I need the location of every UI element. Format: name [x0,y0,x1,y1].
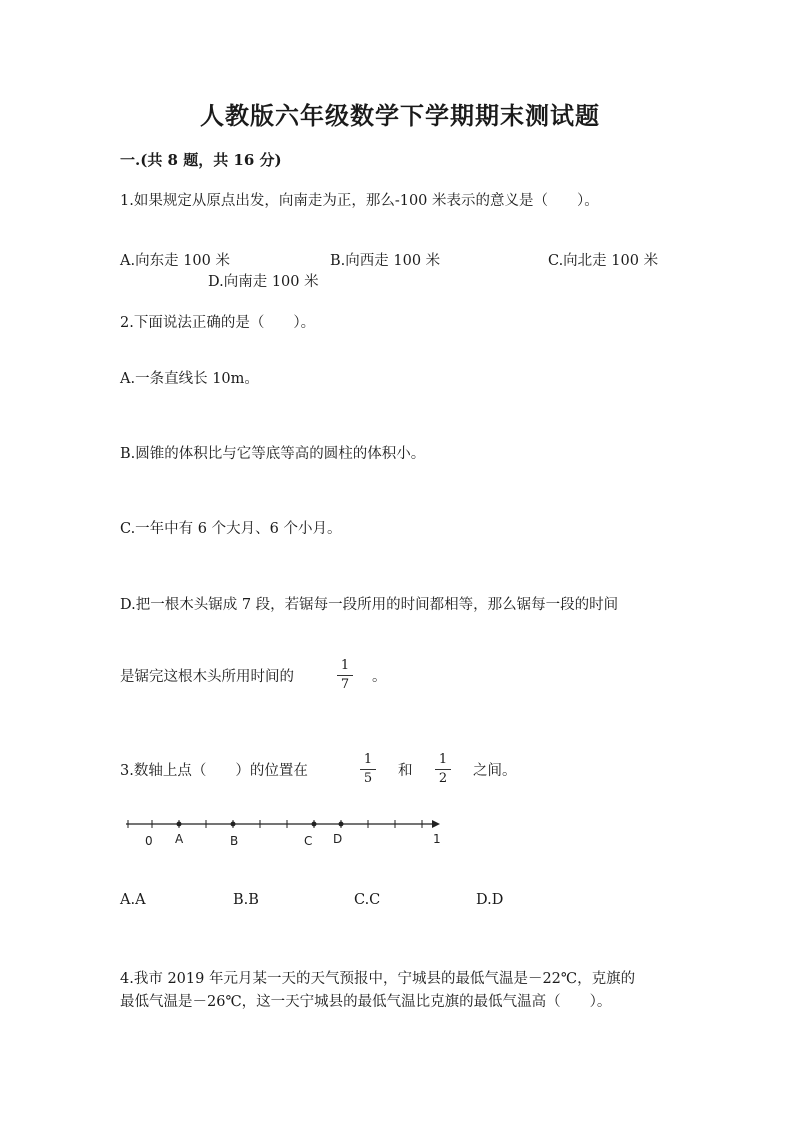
section-heading: 一.(共 8 题，共 16 分) [120,151,282,169]
fraction-bar [360,769,376,770]
fraction-denominator: 7 [340,677,350,692]
number-line-label-b: B [230,834,239,848]
fraction-numerator: 1 [438,752,448,767]
question-1-option-d: D.向南走 100 米 [208,274,319,290]
point-d-marker [339,822,344,827]
number-line-label-0: 0 [145,834,153,848]
number-line [120,812,460,856]
fraction-one-half [435,752,451,787]
fraction-one-fifth [360,752,376,787]
point-a-marker [177,822,182,827]
question-2-option-b: B.圆锥的体积比与它等底等高的圆柱的体积小。 [120,446,426,462]
question-1-option-b: B.向西走 100 米 [330,253,441,269]
fraction-one-seventh [337,658,353,693]
question-2-option-d-end: 。 [372,669,387,685]
question-1-stem: 1.如果规定从原点出发，向南走为正，那么-100 米表示的意义是（ ）。 [120,193,599,209]
fraction-bar [337,675,353,676]
question-3-option-a: A.A [120,892,146,908]
question-3-option-d: D.D [476,892,504,908]
question-4-line2: 最低气温是－26℃，这一天宁城县的最低气温比克旗的最低气温高（ ）。 [120,994,612,1010]
number-line-label-1: 1 [433,832,441,846]
question-4-line1: 4.我市 2019 年元月某一天的天气预报中，宁城县的最低气温是－22℃，克旗的 [120,971,636,987]
question-2-stem: 2.下面说法正确的是（ ）。 [120,315,316,331]
question-2-option-d-line1: D.把一根木头锯成 7 段，若锯每一段所用的时间都相等，那么锯每一段的时间 [120,597,619,613]
point-c-marker [312,822,317,827]
fraction-bar [435,769,451,770]
question-3-option-b: B.B [233,892,259,908]
number-line-label-c: C [304,834,313,848]
question-3-option-c: C.C [354,892,381,908]
question-3-and: 和 [398,763,413,779]
fraction-denominator: 5 [363,771,373,786]
point-b-marker [231,822,236,827]
number-line-label-a: A [175,832,184,846]
question-2-option-a: A.一条直线长 10m。 [120,371,259,387]
fraction-numerator: 1 [363,752,373,767]
question-1-option-a: A.向东走 100 米 [120,253,230,269]
question-3-stem-part1: 3.数轴上点（ ）的位置在 [120,763,308,779]
question-3-stem-part2: 之间。 [473,763,517,779]
number-line-label-d: D [333,832,343,846]
question-2-option-d-line2: 是锯完这根木头所用时间的 [120,669,294,685]
fraction-denominator: 2 [438,771,448,786]
question-1-option-c: C.向北走 100 米 [548,253,659,269]
page-title: 人教版六年级数学下学期期末测试题 [200,101,600,130]
fraction-numerator: 1 [340,658,350,673]
question-2-option-c: C.一年中有 6 个大月、6 个小月。 [120,521,342,537]
number-line-arrow [432,820,440,828]
